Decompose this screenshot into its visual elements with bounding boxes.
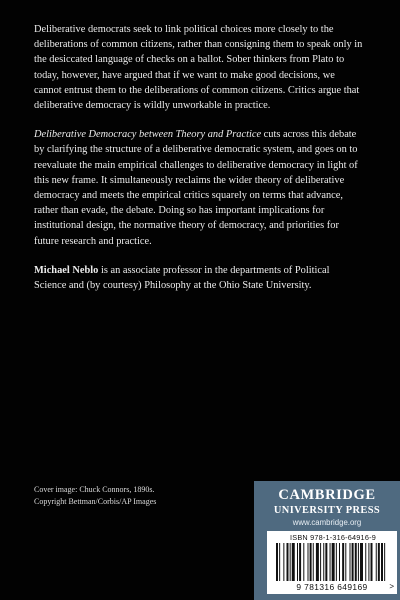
barcode-digits: 9 781316 649169: [296, 582, 368, 592]
cover-image-credit: Cover image: Chuck Connors, 1890s.: [34, 485, 155, 494]
copyright-credit: Copyright Bettman/Corbis/AP Images: [34, 496, 157, 506]
blurb-paragraph-2-text: cuts across this debate by clarifying the structure of a deliberative democratic system, and goes on to reevaluate the main empirical challenges to deliberative democracy in light of this new frame. It simultaneously reclaims the wider theory of deliberative democracy and meets the empirical critics squarely on terms that advance, rather than evade, the debate. Doing so has important implications for institutional design, the normative theory of democracy, and priorities for future research and practice.: [34, 129, 358, 247]
barcode-panel: [267, 531, 397, 594]
publisher-box: [254, 481, 400, 600]
price-mark: >: [389, 582, 394, 591]
image-credits: [34, 484, 234, 507]
barcode-graphic: [276, 543, 388, 581]
publisher-name: CAMBRIDGE: [278, 487, 376, 503]
author-name: Michael Neblo: [34, 264, 99, 276]
publisher-subtitle: UNIVERSITY PRESS: [273, 505, 381, 516]
blurb: [34, 22, 364, 307]
publisher-url: www.cambridge.org: [292, 518, 362, 527]
book-title: Deliberative Democracy between Theory and Practice: [34, 129, 262, 141]
author-bio-text: is an associate professor in the departments of Political Science and (by courtesy) Philosophy at the Ohio State University.: [34, 264, 330, 292]
blurb-paragraph-1: Deliberative democrats seek to link political choices more closely to the deliberations of common citizens, rather than consigning them to speak only in the desiccated language of checks on a ballot. Sober thinkers from Plato to today, however, have argued that if we want to make good decisions, we cannot entrust them to the deliberations of common citizens. Critics argue that deliberative democracy is wildly unworkable in practice.: [34, 24, 363, 112]
isbn-label: ISBN 978-1-316-64916-9: [290, 533, 376, 542]
blurb-paragraph-2: [34, 127, 364, 249]
author-bio: [34, 263, 364, 293]
